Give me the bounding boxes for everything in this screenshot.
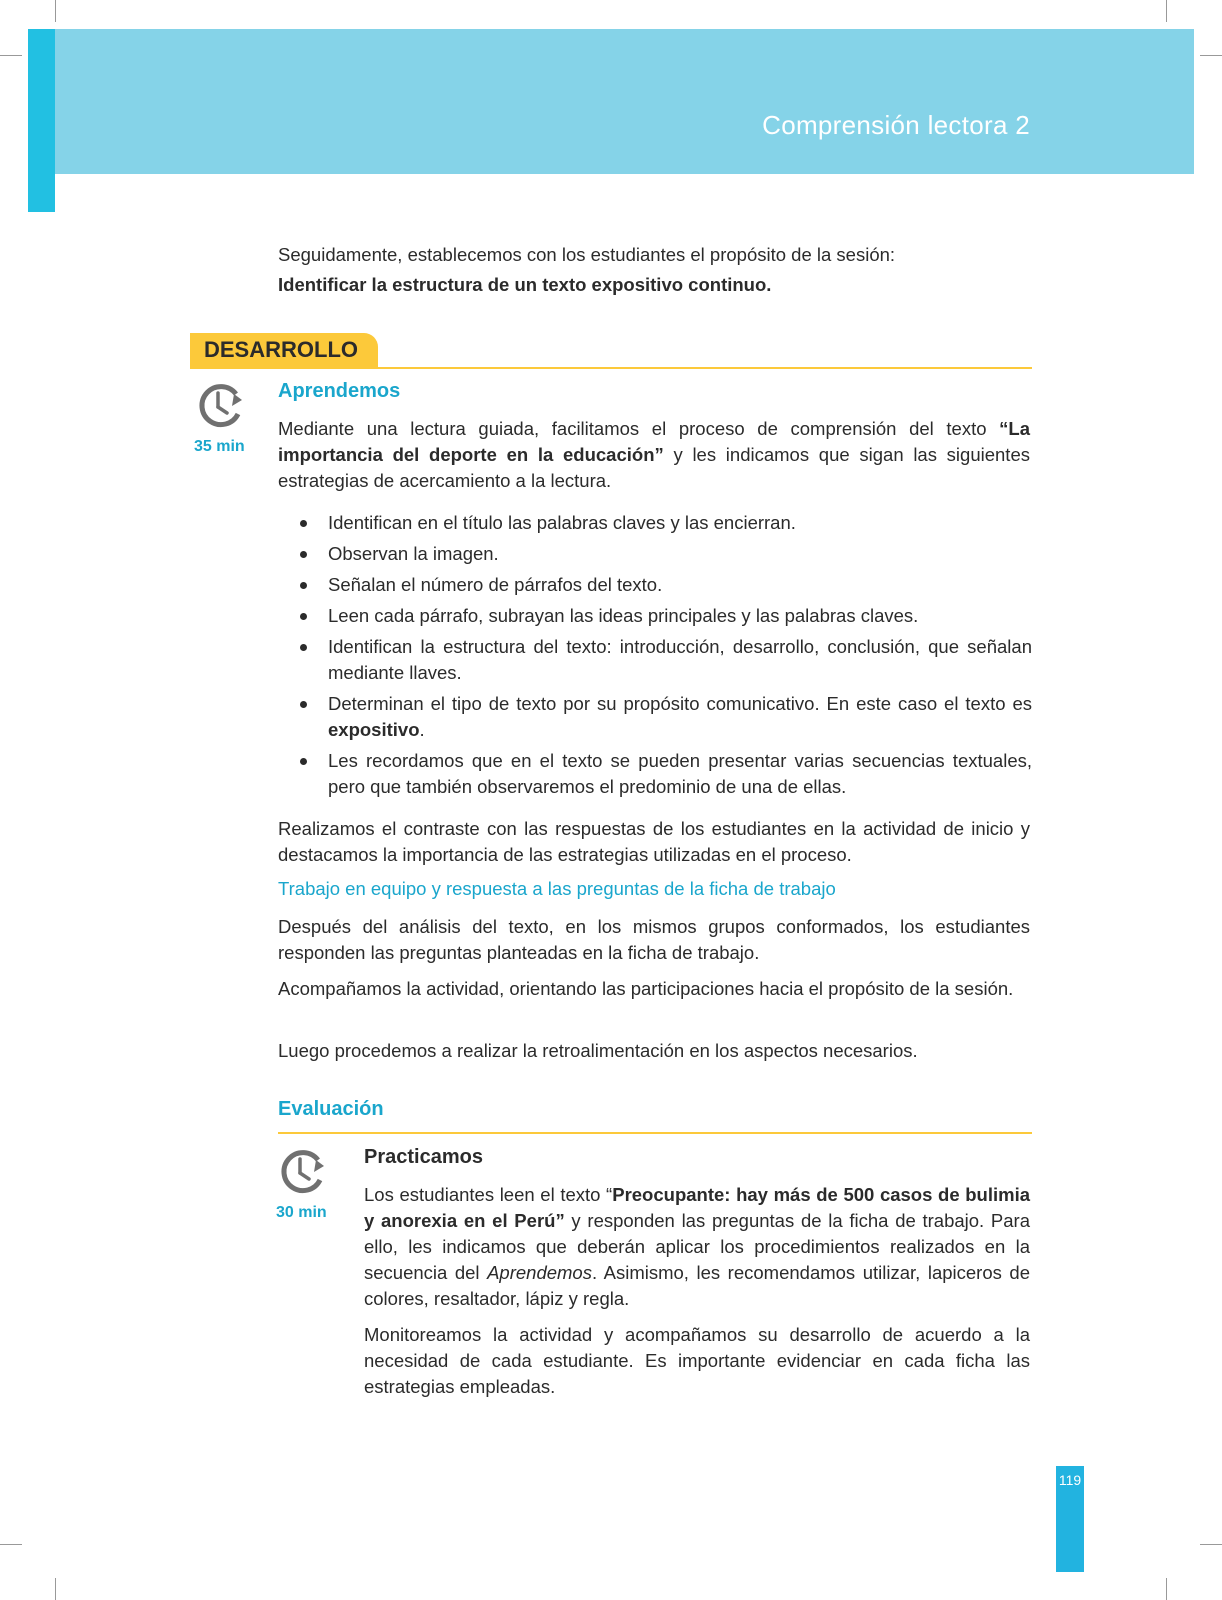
section-label: DESARROLLO [204, 337, 358, 362]
crop-mark [1166, 0, 1167, 22]
paragraph: Después del análisis del texto, en los mismos grupos conformados, los estudiantes responden las preguntas planteadas en la ficha de trabajo. [278, 916, 1030, 963]
session-purpose: Identificar la estructura de un texto expositivo continuo. [278, 274, 772, 295]
list-item: Leen cada párrafo, subrayan las ideas principales y las palabras claves. [276, 603, 1032, 629]
paragraph: Acompañamos la actividad, orientando las participaciones hacia el propósito de la sesión. [278, 978, 1014, 999]
section-rule [190, 367, 1032, 369]
crop-mark [1200, 55, 1222, 56]
list-item: Señalan el número de párrafos del texto. [276, 572, 1032, 598]
heading-aprendemos: Aprendemos [278, 380, 401, 402]
list-item: Identifican la estructura del texto: introducción, desarrollo, conclusión, que señalan mediante llaves. [276, 634, 1032, 686]
clock-icon [196, 380, 246, 430]
list-item: Observan la imagen. [276, 541, 1032, 567]
section-rule [278, 1132, 1032, 1134]
heading-practicamos: Practicamos [364, 1146, 483, 1168]
strategy-list [276, 510, 1032, 805]
paragraph: Mediante una lectura guiada, facilitamos el proceso de comprensión del texto “La importancia del deporte en la educación” y les indicamos que sigan las siguientes estrategias de acercamiento a la lectura. [278, 418, 1030, 491]
list-item: Identifican en el título las palabras claves y las encierran. [276, 510, 1032, 536]
crop-mark [55, 0, 56, 22]
list-item: Determinan el tipo de texto por su propósito comunicativo. En este caso el texto es expositivo. [276, 691, 1032, 743]
paragraph: Realizamos el contraste con las respuestas de los estudiantes en la actividad de inicio y destacamos la importancia de las estrategias utilizadas en el proceso. [278, 818, 1030, 865]
paragraph: Monitoreamos la actividad y acompañamos su desarrollo de acuerdo a la necesidad de cada estudiante. Es importante evidenciar en cada ficha las estrategias empleadas. [364, 1324, 1030, 1397]
crop-mark [1166, 1578, 1167, 1600]
heading-evaluacion: Evaluación [278, 1098, 384, 1120]
paragraph: Luego procedemos a realizar la retroalimentación en los aspectos necesarios. [278, 1040, 918, 1061]
intro-line: Seguidamente, establecemos con los estudiantes el propósito de la sesión: [278, 244, 896, 265]
clock-icon [278, 1146, 328, 1196]
page-number: 119 [1058, 1472, 1082, 1488]
duration-label: 30 min [276, 1204, 327, 1221]
paragraph: Los estudiantes leen el texto “Preocupante: hay más de 500 casos de bulimia y anorexia en el Perú” y responden las preguntas de la ficha de trabajo. Para ello, les indicamos que deberán aplicar los procedimientos realizados en la secuencia del Aprendemos. Asimismo, les recomendamos utilizar, lapiceros de colores, resaltador, lápiz y regla. [364, 1184, 1031, 1309]
crop-mark [55, 1578, 56, 1600]
list-item: Les recordamos que en el texto se pueden presentar varias secuencias textuales, pero que también observaremos el predominio de una de ellas. [276, 748, 1032, 800]
crop-mark [0, 1544, 22, 1545]
subheading-trabajo: Trabajo en equipo y respuesta a las preguntas de la ficha de trabajo [278, 878, 836, 899]
page-header-title: Comprensión lectora 2 [762, 110, 1030, 140]
crop-mark [0, 55, 22, 56]
crop-mark [1200, 1544, 1222, 1545]
header-accent [28, 29, 55, 212]
section-tab-desarrollo [190, 333, 378, 369]
header-bar [55, 29, 1194, 174]
duration-label: 35 min [194, 438, 245, 455]
